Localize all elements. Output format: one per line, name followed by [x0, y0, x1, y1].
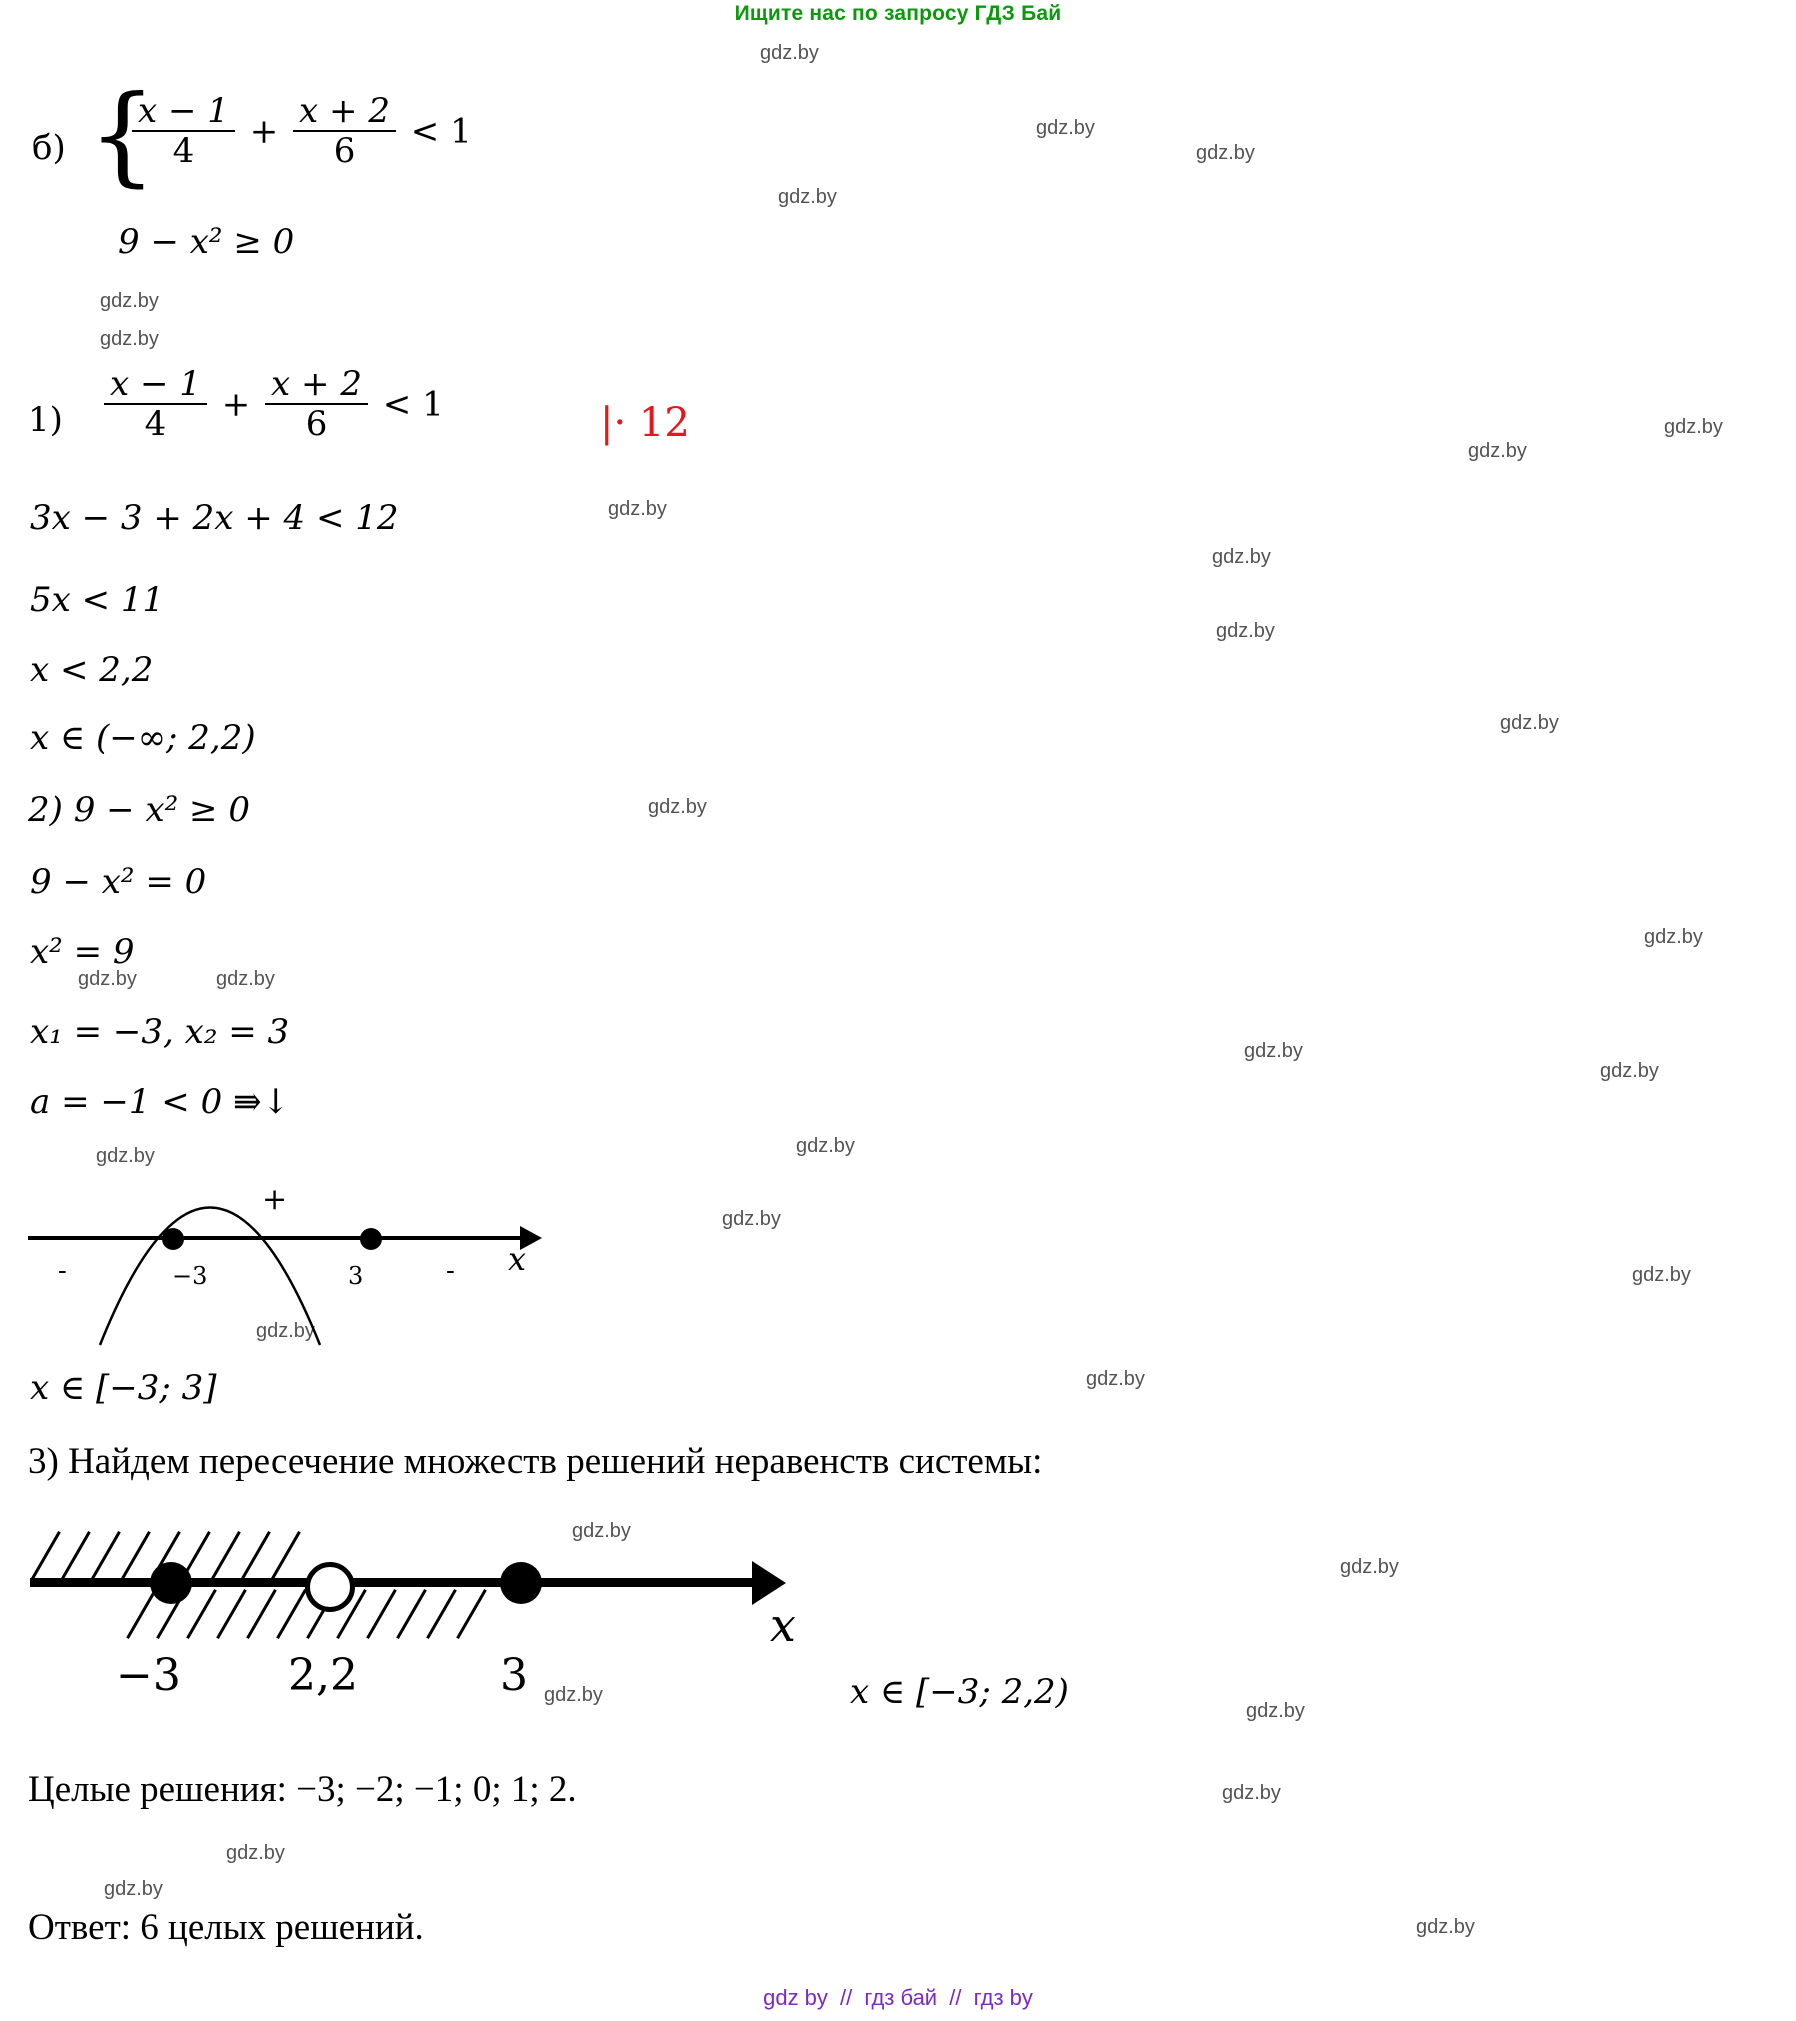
hatch-mark — [210, 1531, 241, 1581]
answer-line: Ответ: 6 целых решений. — [28, 1907, 424, 1948]
watermark: gdz.by — [796, 1135, 855, 1157]
step-2-label: 2) 9 − x² ≥ 0 — [28, 790, 250, 830]
final-interval: x ∈ [−3; 2,2) — [850, 1672, 1069, 1712]
watermark: gdz.by — [1500, 712, 1559, 734]
line-leading-coefficient: a = −1 < 0 ⇛↓ — [30, 1082, 291, 1122]
watermark: gdz.by — [100, 328, 159, 350]
line-expand: 3x − 3 + 2x + 4 < 12 — [30, 498, 399, 538]
watermark: gdz.by — [1246, 1700, 1305, 1722]
watermark: gdz.by — [104, 1878, 163, 1900]
footer-link-middle[interactable]: гдз бай — [864, 1985, 938, 2010]
hatch-mark — [216, 1589, 247, 1639]
watermark: gdz.by — [96, 1145, 155, 1167]
step-1-label: 1) — [28, 400, 63, 440]
relation: < 1 — [382, 384, 444, 425]
fraction-1: $\frac{x - 1}{4}$ — [132, 93, 235, 170]
line-interval-1: x ∈ (−∞; 2,2) — [30, 718, 256, 758]
fraction-2: $\frac{x + 2}{6}$ — [293, 93, 396, 170]
watermark: gdz.by — [78, 968, 137, 990]
system-inequality-2: 9 − x² ≥ 0 — [118, 222, 295, 262]
footer-separator: // — [840, 1985, 853, 2010]
watermark: gdz.by — [722, 1208, 781, 1230]
line-quadratic-equation: 9 − x² = 0 — [30, 862, 207, 902]
hatch-mark — [276, 1589, 307, 1639]
watermark: gdz.by — [1212, 546, 1271, 568]
system-inequality-1 — [128, 91, 472, 172]
site-promo-banner: Ищите нас по запросу ГДЗ Бай — [734, 2, 1062, 25]
sign-middle-positive: + — [262, 1182, 288, 1217]
hatch-mark — [270, 1531, 301, 1581]
endpoint-closed-minus3 — [150, 1562, 192, 1604]
step-1-inequality — [100, 364, 444, 445]
axis-name-x: x — [770, 1598, 796, 1652]
watermark: gdz.by — [1416, 1916, 1475, 1938]
footer-links — [0, 1985, 1796, 2011]
watermark: gdz.by — [1468, 440, 1527, 462]
step-3-label: 3) Найдем пересечение множеств решений неравенств системы: — [28, 1441, 1043, 1482]
hatch-mark — [246, 1589, 277, 1639]
multiply-annotation: |· 12 — [600, 400, 690, 446]
watermark: gdz.by — [1340, 1556, 1399, 1578]
endpoint-open-2-2 — [305, 1562, 355, 1612]
tick-label-3: 3 — [500, 1650, 528, 1701]
watermark: gdz.by — [760, 42, 819, 64]
line-roots: x₁ = −3, x₂ = 3 — [30, 1012, 290, 1052]
hatch-mark — [126, 1589, 157, 1639]
footer-link-right[interactable]: гдз by — [973, 1985, 1033, 2010]
watermark: gdz.by — [226, 1842, 285, 1864]
hatch-mark — [240, 1531, 271, 1581]
parabola-curve — [60, 1130, 440, 1350]
watermark: gdz.by — [1036, 117, 1095, 139]
fraction-1: $\frac{x - 1}{4}$ — [104, 366, 207, 443]
hatch-mark — [366, 1589, 397, 1639]
problem-letter: б) — [32, 128, 66, 168]
hatch-mark — [186, 1589, 217, 1639]
plus-sign: + — [249, 111, 279, 152]
hatch-mark — [456, 1589, 487, 1639]
watermark: gdz.by — [256, 1320, 315, 1342]
watermark: gdz.by — [648, 796, 707, 818]
footer-link-left[interactable]: gdz by — [763, 1985, 828, 2010]
root-point-3 — [360, 1228, 382, 1250]
sign-left-negative: - — [58, 1256, 67, 1286]
watermark: gdz.by — [608, 498, 667, 520]
endpoint-closed-3 — [500, 1562, 542, 1604]
watermark: gdz.by — [1632, 1264, 1691, 1286]
root-point-minus3 — [162, 1228, 184, 1250]
hatch-mark — [30, 1531, 61, 1581]
tick-label-2-2: 2,2 — [288, 1650, 358, 1701]
line-collect: 5x < 11 — [30, 580, 165, 620]
axis-line — [30, 1578, 760, 1587]
hatch-mark — [426, 1589, 457, 1639]
relation: < 1 — [410, 111, 472, 152]
watermark: gdz.by — [1600, 1060, 1659, 1082]
tick-label-minus3: −3 — [172, 1262, 208, 1290]
hatch-mark — [396, 1589, 427, 1639]
watermark: gdz.by — [544, 1684, 603, 1706]
watermark: gdz.by — [100, 290, 159, 312]
tick-label-3: 3 — [348, 1262, 364, 1290]
watermark: gdz.by — [1086, 1368, 1145, 1390]
plus-sign: + — [221, 384, 251, 425]
watermark: gdz.by — [1664, 416, 1723, 438]
watermark: gdz.by — [1644, 926, 1703, 948]
watermark: gdz.by — [216, 968, 275, 990]
fraction-2: $\frac{x + 2}{6}$ — [265, 366, 368, 443]
integer-solutions: Целые решения: −3; −2; −1; 0; 1; 2. — [28, 1769, 577, 1810]
hatch-mark — [120, 1531, 151, 1581]
line-interval-2: x ∈ [−3; 3] — [30, 1368, 217, 1408]
sign-right-negative: - — [446, 1256, 455, 1286]
watermark: gdz.by — [1196, 142, 1255, 164]
watermark: gdz.by — [778, 186, 837, 208]
watermark: gdz.by — [1222, 1782, 1281, 1804]
line-divide: x < 2,2 — [30, 650, 154, 690]
watermark: gdz.by — [1244, 1040, 1303, 1062]
watermark: gdz.by — [1216, 620, 1275, 642]
tick-label-minus3: −3 — [116, 1650, 181, 1701]
watermark: gdz.by — [572, 1520, 631, 1542]
hatch-mark — [90, 1531, 121, 1581]
hatch-mark — [60, 1531, 91, 1581]
system-brace: { — [88, 73, 157, 198]
line-x-squared: x² = 9 — [30, 932, 135, 972]
axis-name-x: x — [508, 1240, 527, 1278]
footer-separator: // — [949, 1985, 962, 2010]
